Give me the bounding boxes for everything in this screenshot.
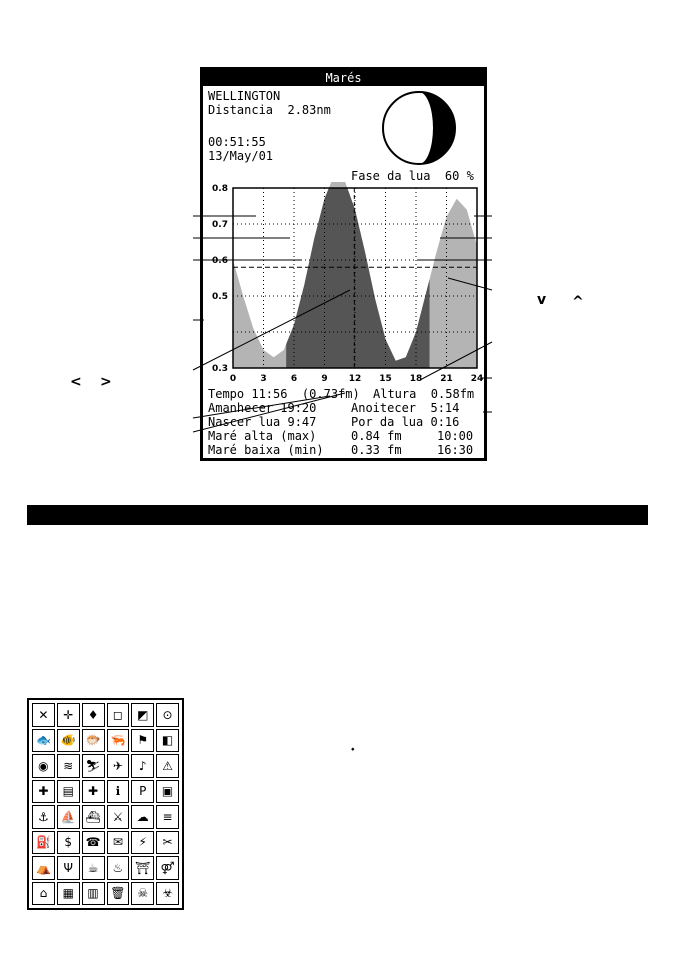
x-tick-label: 0 [229, 374, 237, 384]
x-tick-label: 18 [409, 374, 423, 384]
mare-alta-time: 10:00 [437, 429, 474, 443]
waypoint-symbol-icon[interactable]: ♦ [82, 703, 105, 727]
x-tick-label: 6 [290, 374, 298, 384]
amanhecer-readout: Amanhecer 19:20 [208, 401, 317, 415]
waypoint-symbol-icon[interactable]: ⚡ [131, 831, 154, 855]
waypoint-symbol-icon[interactable]: ♨ [107, 856, 130, 880]
nascer-lua-readout: Nascer lua 9:47 [208, 415, 317, 429]
section-header-bar [27, 505, 648, 525]
y-tick-label: 0.3 [212, 364, 228, 374]
waypoint-symbol-icon[interactable]: ℹ [107, 780, 130, 804]
mare-baixa-label: Maré baixa (min) [208, 443, 324, 457]
waypoint-symbol-icon[interactable]: ⚔ [107, 805, 130, 829]
callout-line [193, 290, 350, 370]
clock-time: 00:51:55 [208, 135, 266, 149]
waypoint-symbol-icon[interactable]: ☕ [82, 856, 105, 880]
waypoint-symbol-icon[interactable]: 🐟 [32, 729, 55, 753]
waypoint-symbol-icon[interactable]: ◻ [107, 703, 130, 727]
waypoint-symbol-icon[interactable]: ☁ [131, 805, 154, 829]
waypoint-symbol-icon[interactable]: ⛷ [82, 754, 105, 778]
x-tick-label: 21 [440, 374, 453, 384]
waypoint-symbol-icon[interactable]: ⛩ [131, 856, 154, 880]
waypoint-symbol-icon[interactable]: ✕ [32, 703, 55, 727]
waypoint-symbol-icon[interactable]: P [131, 780, 154, 804]
waypoint-symbol-icon[interactable]: ◧ [156, 729, 179, 753]
waypoint-symbol-icon[interactable]: ⚤ [156, 856, 179, 880]
waypoint-symbol-icon[interactable]: Ψ [57, 856, 80, 880]
waypoint-symbol-icon[interactable]: ⚠ [156, 754, 179, 778]
down-arrow-icon: v [537, 292, 547, 308]
waypoint-symbol-icon[interactable]: ♪ [131, 754, 154, 778]
y-tick-label: 0.7 [212, 220, 228, 230]
anoitecer-readout: Anoitecer 5:14 [351, 401, 460, 415]
altura-readout: Altura 0.58fm [373, 387, 475, 401]
x-tick-label: 9 [321, 374, 328, 384]
waypoint-symbol-icon[interactable]: 🐠 [57, 729, 80, 753]
waypoint-symbol-icon[interactable]: ◉ [32, 754, 55, 778]
callout-line [448, 278, 492, 290]
right-arrow-icon: > [100, 374, 112, 390]
waypoint-symbol-icon[interactable]: ✚ [82, 780, 105, 804]
por-da-lua-readout: Por da lua 0:16 [351, 415, 460, 429]
waypoint-symbol-icon[interactable]: ≡ [156, 805, 179, 829]
clock-date: 13/May/01 [208, 149, 274, 163]
waypoint-symbol-icon[interactable]: ✚ [32, 780, 55, 804]
moon-phase-label: Fase da lua 60 % [351, 169, 474, 183]
waypoint-symbol-icon[interactable]: ◩ [131, 703, 154, 727]
waypoint-symbol-icon[interactable]: ⛺ [32, 856, 55, 880]
x-tick-label: 15 [379, 374, 392, 384]
waypoint-symbol-icon[interactable]: $ [57, 831, 80, 855]
waypoint-symbol-icon[interactable]: 🐡 [82, 729, 105, 753]
waypoint-symbol-icon[interactable]: ✛ [57, 703, 80, 727]
waypoint-symbol-icon[interactable]: ≋ [57, 754, 80, 778]
waypoint-symbol-icon[interactable]: ☣ [156, 882, 179, 906]
tempo-readout: Tempo 11:56 (0.73fm) [208, 387, 360, 401]
waypoint-symbol-icon[interactable]: ☎ [82, 831, 105, 855]
mare-alta-label: Maré alta (max) [208, 429, 317, 443]
mare-baixa-time: 16:30 [437, 443, 474, 457]
waypoint-symbol-icon[interactable]: ⛵ [57, 805, 80, 829]
up-arrow-icon: ^ [572, 294, 584, 310]
callout-line [420, 342, 492, 380]
screen-title: Marés [203, 70, 484, 86]
location-name: WELLINGTON [208, 89, 281, 103]
waypoint-symbol-icon[interactable]: ☠ [131, 882, 154, 906]
waypoint-symbol-icon[interactable]: ▤ [57, 780, 80, 804]
left-arrow-icon: < [70, 374, 82, 390]
x-tick-label: 3 [260, 374, 267, 384]
waypoint-symbol-icon[interactable]: ⌂ [32, 882, 55, 906]
waypoint-symbol-icon[interactable]: ⛴ [82, 805, 105, 829]
waypoint-symbol-icon[interactable]: ▥ [82, 882, 105, 906]
y-tick-label: 0.5 [212, 292, 228, 302]
mare-alta-value: 0.84 fm [351, 429, 402, 443]
waypoint-symbol-icon[interactable]: 🦐 [107, 729, 130, 753]
waypoint-symbol-icon[interactable]: ✈ [107, 754, 130, 778]
waypoint-symbol-icon[interactable]: ⛽ [32, 831, 55, 855]
y-tick-label: 0.8 [212, 184, 228, 194]
waypoint-symbol-icon[interactable]: ✉ [107, 831, 130, 855]
waypoint-symbol-icon[interactable]: ▦ [57, 882, 80, 906]
callout-line [193, 393, 345, 432]
mare-baixa-value: 0.33 fm [351, 443, 402, 457]
x-tick-label: 12 [348, 374, 362, 384]
waypoint-icon-grid [27, 698, 184, 910]
y-tick-label: 0.6 [212, 256, 228, 266]
waypoint-symbol-icon[interactable]: ⊙ [156, 703, 179, 727]
diamond-icon: ⬩ [351, 744, 355, 755]
waypoint-symbol-icon[interactable]: ✂ [156, 831, 179, 855]
waypoint-symbol-icon[interactable]: ⚑ [131, 729, 154, 753]
x-tick-label: 24 [470, 374, 484, 384]
distance-readout: Distancia 2.83nm [208, 103, 331, 117]
waypoint-symbol-icon[interactable]: ▣ [156, 780, 179, 804]
waypoint-symbol-icon[interactable]: 🗑 [107, 882, 130, 906]
waypoint-symbol-icon[interactable]: ⚓ [32, 805, 55, 829]
